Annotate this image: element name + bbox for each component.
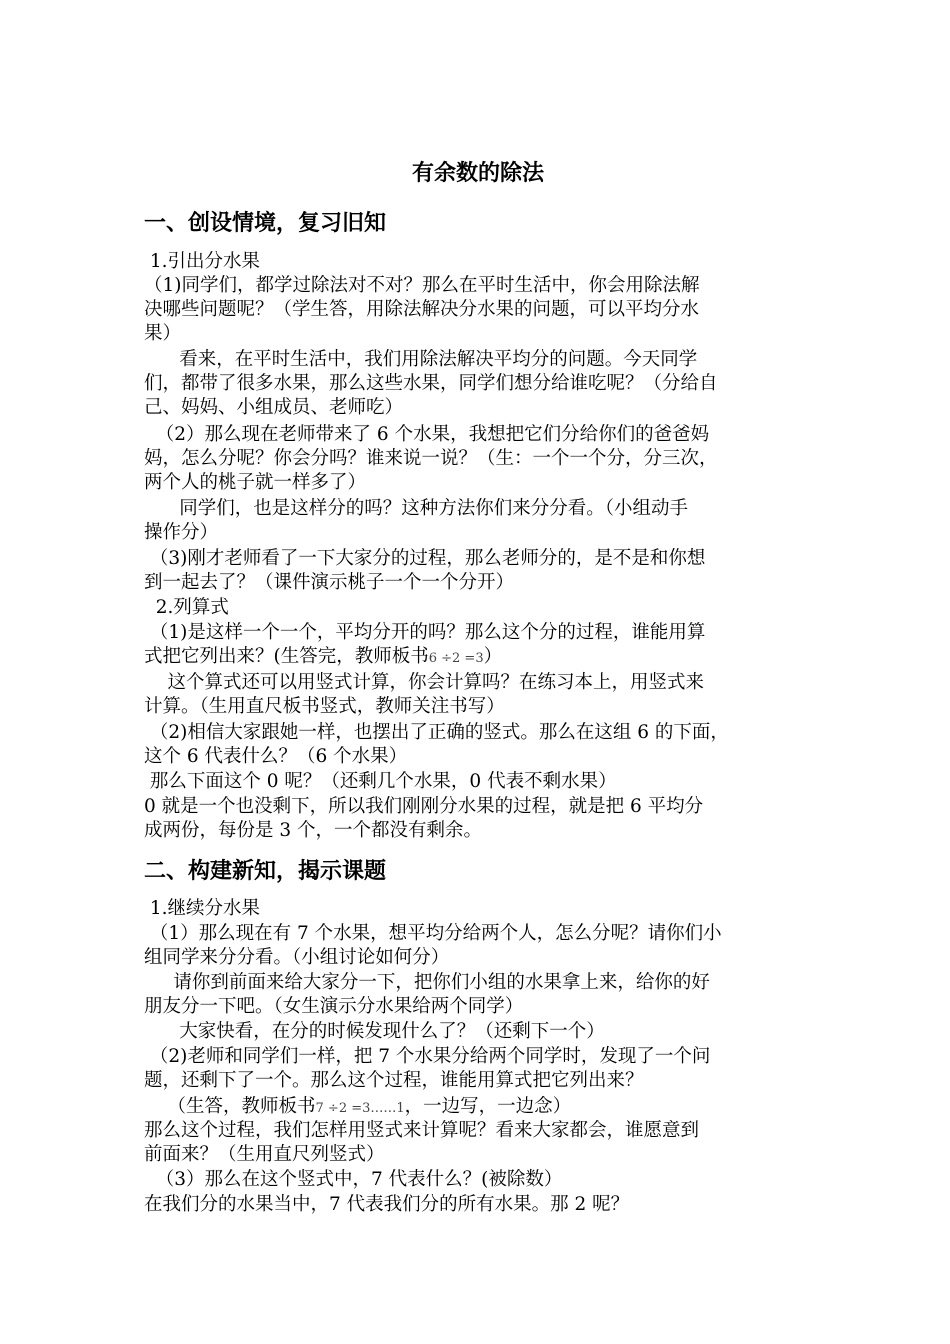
section2-paragraph-8 (144, 1193, 812, 1217)
section2-paragraph-6 (144, 1119, 812, 1167)
section2-paragraph-4 (144, 1045, 812, 1093)
section1-paragraph-10 (144, 795, 812, 843)
paragraph-line: 果） (144, 323, 182, 345)
paragraph-line: 在我们分的水果当中，7 代表我们分的所有水果。那 2 呢？ (144, 1194, 630, 1215)
paragraph-line: 同学们，也是这样分的吗？这种方法你们来分分看。（小组动手 (144, 498, 689, 519)
section2-paragraph-5 (144, 1095, 812, 1121)
section1-paragraph-1 (144, 274, 812, 347)
division-formula: 6 ÷2 =3 (428, 651, 484, 667)
section1-paragraph-2 (144, 348, 812, 421)
paragraph-line: （2)相信大家跟她一样，也摆出了正确的竖式。那么在这组 6 的下面， (144, 722, 729, 743)
paragraph-line: 大家快看，在分的时候发现什么了？（还剩下一个） (144, 1021, 605, 1042)
section1-sub1: 1.引出分水果 (144, 251, 261, 272)
section2-paragraph-3 (144, 1020, 812, 1044)
paragraph-line: 成两份，每份是 3 个，一个都没有剩余。 (144, 820, 483, 842)
paragraph-line: 决哪些问题呢？（学生答，用除法解决分水果的问题，可以平均分水 (144, 299, 700, 321)
section1-paragraph-4 (144, 497, 812, 545)
paragraph-line: （3）那么在这个竖式中，7 代表什么？(被除数） (144, 1169, 563, 1190)
paragraph-line: 这个 6 代表什么？（6 个水果） (144, 746, 408, 768)
paragraph-line: （2）那么现在老师带来了 6 个水果，我想把它们分给你们的爸爸妈 (144, 424, 710, 445)
paragraph-line: 前面来？（生用直尺列竖式） (144, 1144, 385, 1166)
paragraph-line: 妈，怎么分呢？你会分吗？谁来说一说？（生：一个一个分，分三次， (144, 448, 718, 470)
paragraph-line: 这个算式还可以用竖式计算，你会计算吗？在练习本上，用竖式来 (144, 672, 705, 693)
division-with-remainder-formula: 7 ÷2 =3……1 (315, 1101, 405, 1116)
paragraph-line: （3)刚才老师看了一下大家分的过程，那么老师分的，是不是和你想 (144, 548, 706, 569)
paragraph-line: 请你到前面来给大家分一下，把你们小组的水果拿上来，给你的好 (144, 972, 710, 993)
paragraph-text: ，一边写，一边念） (404, 1096, 572, 1117)
section1-subheading-1 (144, 250, 812, 274)
section2-sub1: 1.继续分水果 (144, 898, 261, 919)
paragraph-line: 朋友分一下吧。（女生演示分水果给两个同学） (144, 996, 524, 1018)
paragraph-line: 看来，在平时生活中，我们用除法解决平均分的问题。今天同学 (144, 349, 698, 370)
paragraph-line: 组同学来分分看。（小组讨论如何分） (144, 947, 450, 969)
section1-paragraph-6 (144, 621, 812, 671)
paragraph-line: 那么这个过程，我们怎样用竖式来计算呢？看来大家都会，谁愿意到 (144, 1120, 700, 1141)
document-title: 有余数的除法 (411, 160, 544, 186)
paragraph-text: 式把它列出来？(生答完，教师板书 (144, 646, 429, 668)
paragraph-line: （1）那么现在有 7 个水果，想平均分给两个人，怎么分呢？请你们小 (144, 923, 722, 944)
paragraph-line: 计算。（生用直尺板书竖式，教师关注书写） (144, 696, 505, 718)
paragraph-line: （1)同学们，都学过除法对不对？那么在平时生活中，你会用除法解 (144, 275, 700, 296)
section1-heading: 一、创设情境，复习旧知 (144, 210, 387, 236)
paragraph-line: 题，还剩下了一个。那么这个过程，谁能用算式把它列出来？ (144, 1070, 644, 1092)
paragraph-line: 们，都带了很多水果，那么这些水果，同学们想分给谁吃呢？（分给自 (144, 373, 718, 395)
section1-paragraph-8 (144, 721, 812, 769)
paragraph-line: （1)是这样一个一个，平均分开的吗？那么这个分的过程，谁能用算 (144, 622, 706, 643)
paragraph-line: 0 就是一个也没剩下，所以我们刚刚分水果的过程，就是把 6 平均分 (144, 796, 704, 817)
paragraph-line (144, 1095, 812, 1121)
section1-paragraph-7 (144, 671, 812, 719)
section2-paragraph-2 (144, 971, 812, 1019)
section2-subheading-1 (144, 897, 812, 921)
paragraph-line: 己、妈妈、小组成员、老师吃） (144, 397, 404, 419)
paragraph-text: （生答，教师板书 (144, 1096, 316, 1117)
section2-paragraph-7 (144, 1168, 812, 1192)
section1-subheading-2 (144, 596, 812, 620)
section2-paragraph-1 (144, 922, 812, 970)
section1-sub2: 2.列算式 (144, 597, 229, 618)
section2-heading: 二、构建新知，揭示课题 (144, 858, 387, 884)
paragraph-line: 操作分） (144, 522, 219, 544)
paragraph-line: 两个人的桃子就一样多了） (144, 472, 367, 494)
paragraph-line: 到一起去了？（课件演示桃子一个一个分开） (144, 572, 515, 594)
paragraph-line (144, 645, 812, 671)
section1-paragraph-5 (144, 547, 812, 595)
section1-paragraph-3 (144, 423, 812, 496)
paragraph-text: ） (483, 646, 503, 668)
paragraph-line: （2)老师和同学们一样，把 7 个水果分给两个同学时，发现了一个问 (144, 1046, 711, 1067)
paragraph-line: 那么下面这个 0 呢？（还剩几个水果，0 代表不剩水果） (144, 771, 617, 792)
section1-paragraph-9 (144, 770, 812, 794)
